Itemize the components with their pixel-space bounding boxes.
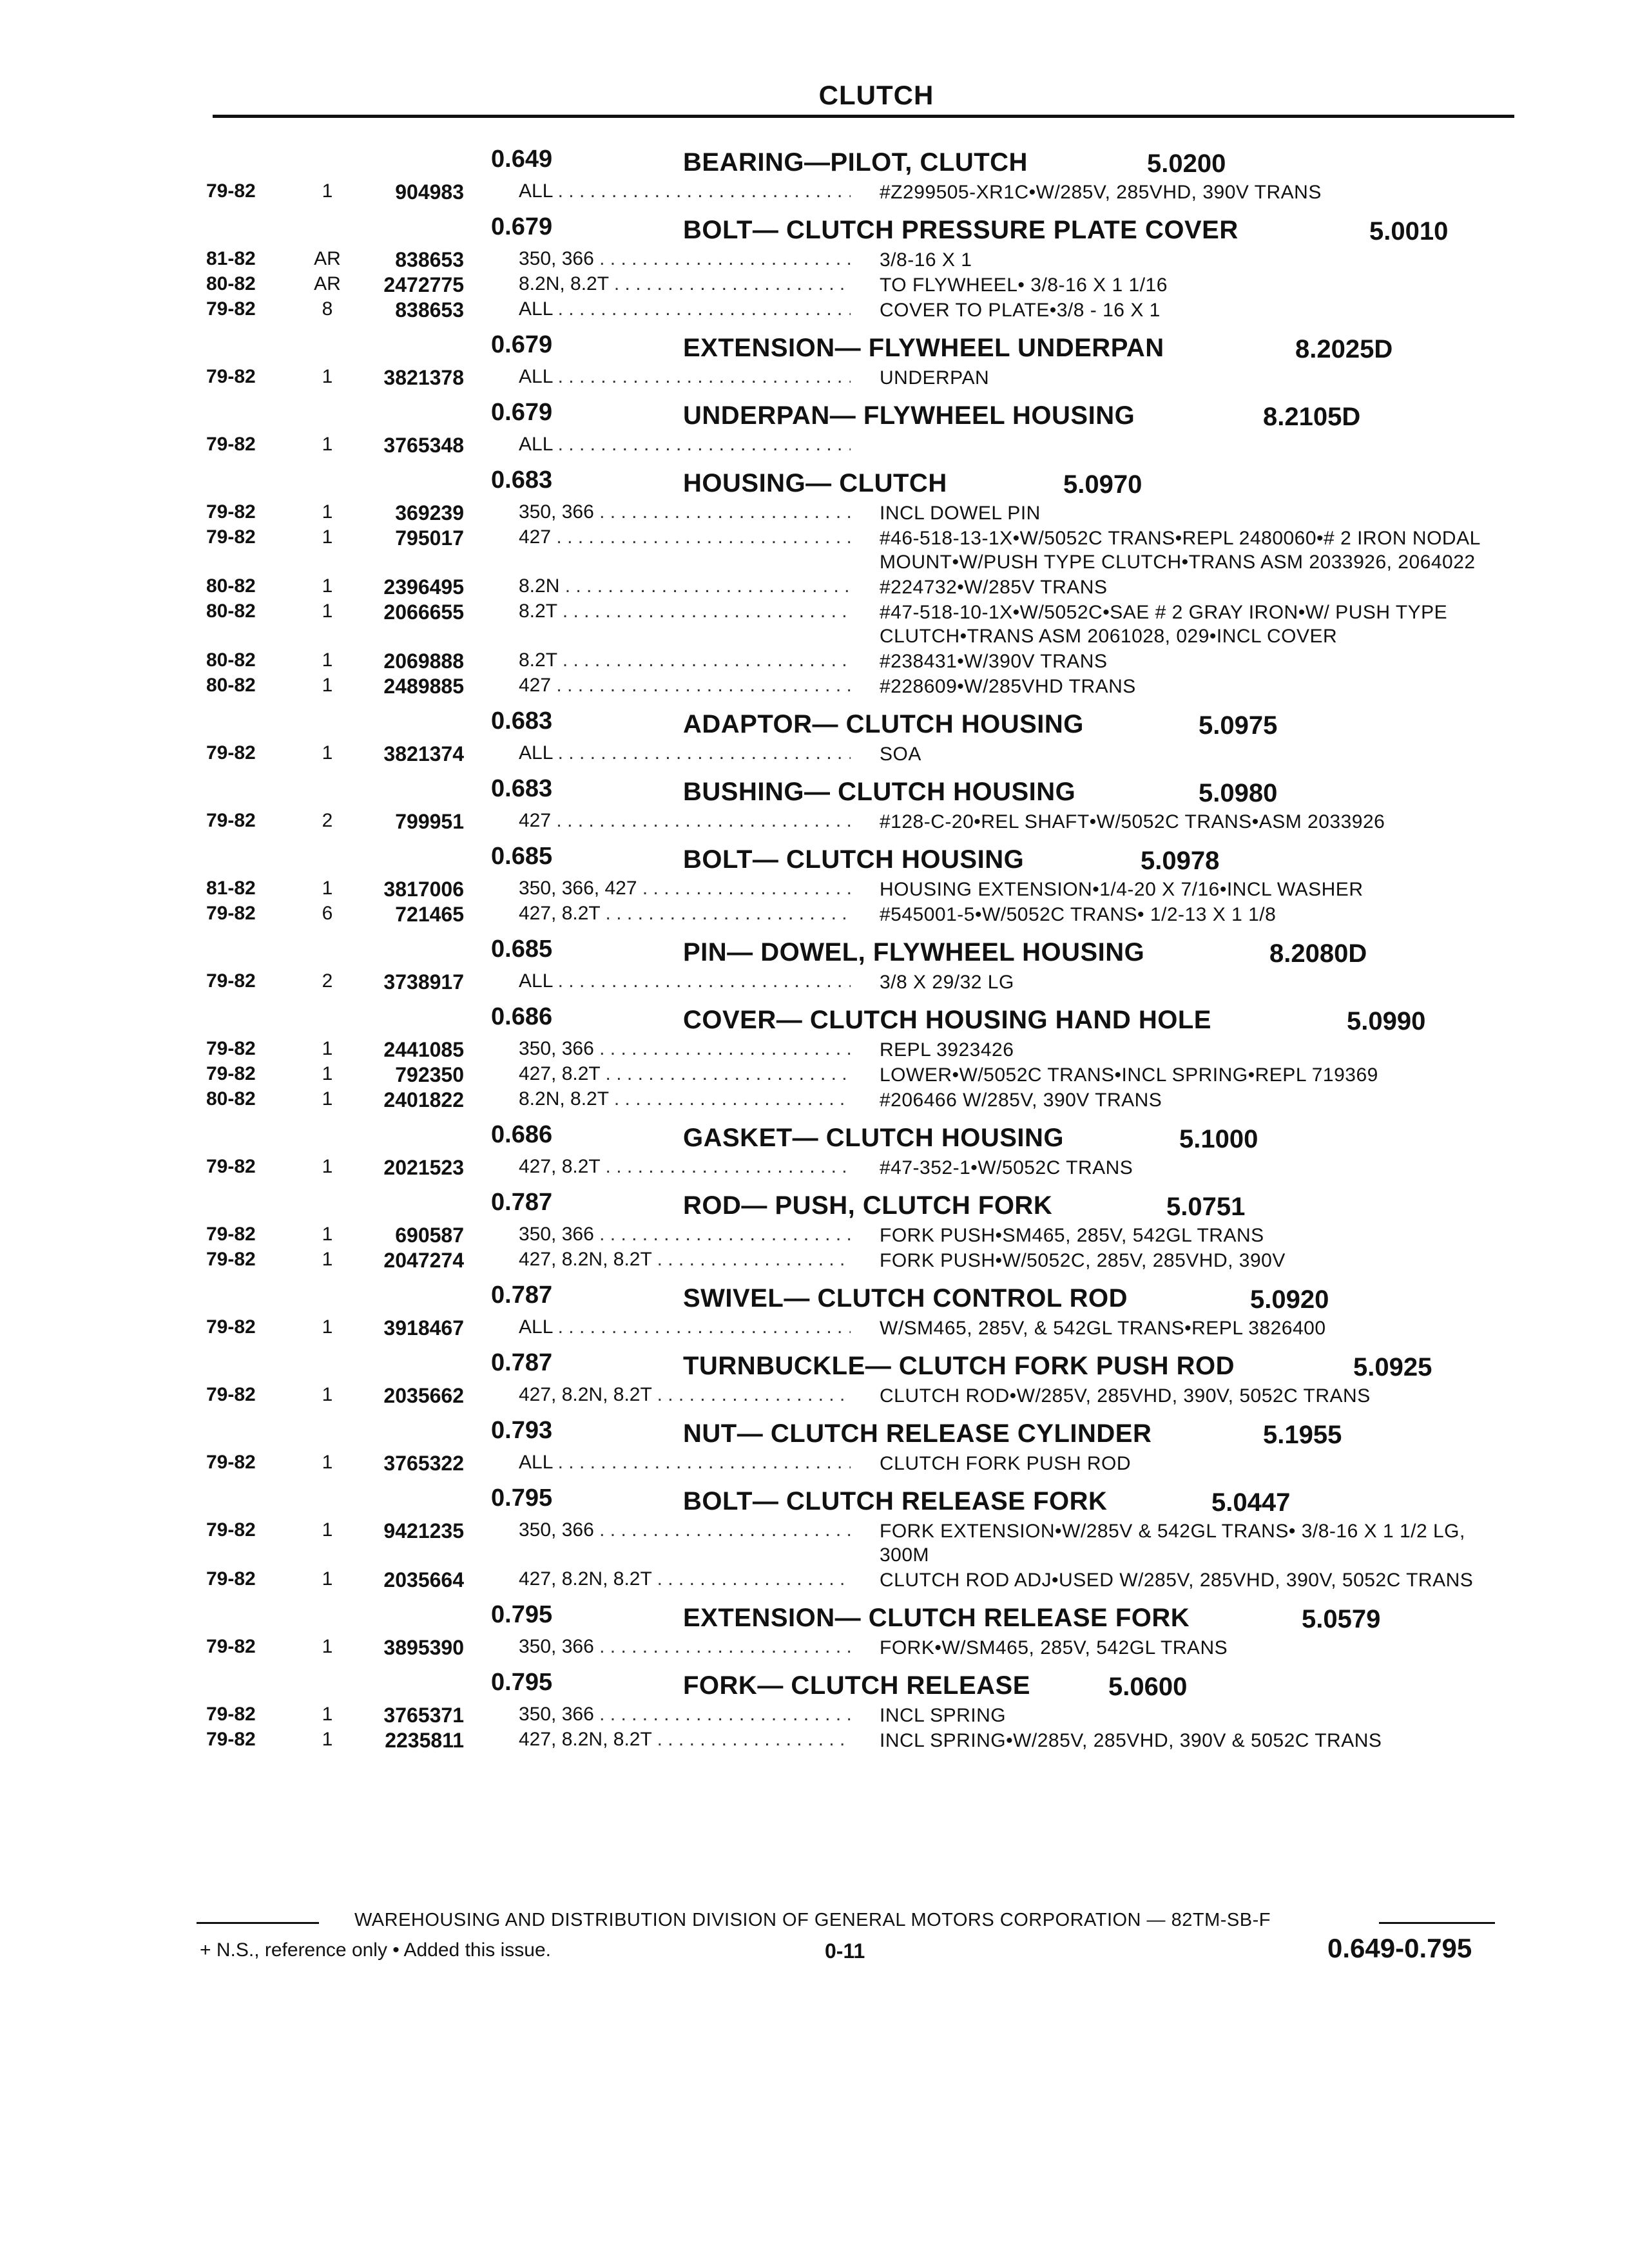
model-years: 79-82 [206,501,256,523]
quantity: 1 [322,1038,333,1059]
catalog-number: 5.0010 [1369,217,1449,245]
part-group [0,463,1629,700]
application: ALL . . . [519,434,851,456]
group-name: BOLT— CLUTCH PRESSURE PLATE COVER [683,216,1239,244]
part-description: TO FLYWHEEL• 3/8-16 X 1 1/16 [880,274,1168,296]
part-description: COVER TO PLATE•3/8 - 16 X 1 [880,300,1161,321]
group-header [0,1278,1629,1316]
part-description: INCL SPRING [880,1705,1007,1726]
application: 350, 366 . . . [519,1636,851,1658]
quantity: 1 [322,366,333,387]
quantity: 1 [322,742,333,764]
model-years: 80-82 [206,1088,256,1110]
quantity: AR [314,248,341,269]
catalog-number: 5.0990 [1347,1007,1426,1035]
part-description: SOA [880,744,921,765]
part-number: 3817006 [383,878,464,901]
part-group [0,1597,1629,1661]
group-header [0,1481,1629,1519]
model-years: 80-82 [206,649,256,671]
catalog-number: 5.0200 [1147,149,1226,178]
part-row [0,903,1629,928]
group-name: ADAPTOR— CLUTCH HOUSING [683,710,1084,738]
part-row [0,501,1629,526]
group-name: EXTENSION— FLYWHEEL UNDERPAN [683,334,1164,362]
group-number: 0.787 [491,1349,553,1376]
part-row [0,575,1629,601]
quantity: 1 [322,1452,333,1473]
part-number: 838653 [395,298,464,322]
part-number: 2069888 [383,649,464,673]
quantity: 1 [322,649,333,671]
part-description: REPL 3923426 [880,1039,1014,1061]
quantity: 1 [322,1704,333,1725]
parts-list [0,142,1629,1758]
part-row [0,1249,1629,1274]
part-description: INCL DOWEL PIN [880,503,1041,524]
application: ALL . . . [519,180,851,202]
part-row [0,1384,1629,1409]
application: 427 . . . [519,675,851,697]
part-row [0,742,1629,767]
part-row [0,970,1629,995]
application: 8.2T . . . [519,601,851,622]
model-years: 79-82 [206,1568,256,1590]
part-row [0,878,1629,903]
part-row [0,298,1629,323]
model-years: 79-82 [206,1063,256,1084]
group-name: BUSHING— CLUTCH HOUSING [683,778,1076,806]
group-number: 0.679 [491,331,553,358]
part-group [0,1117,1629,1181]
group-header [0,209,1629,248]
group-number: 0.683 [491,707,553,735]
part-description: #545001-5•W/5052C TRANS• 1/2-13 X 1 1/8 [880,904,1277,925]
group-name: COVER— CLUTCH HOUSING HAND HOLE [683,1006,1211,1034]
quantity: 6 [322,903,333,924]
quantity: 8 [322,298,333,320]
part-row [0,1729,1629,1754]
part-description: #238431•W/390V TRANS [880,651,1108,672]
part-number: 9421235 [383,1519,464,1542]
part-description: W/SM465, 285V, & 542GL TRANS•REPL 3826400 [880,1318,1326,1339]
part-group [0,1481,1629,1593]
group-number: 0.649 [491,146,553,173]
quantity: 1 [322,1568,333,1590]
group-name: BEARING—PILOT, CLUTCH [683,148,1028,177]
group-name: GASKET— CLUTCH HOUSING [683,1124,1064,1152]
part-group [0,142,1629,206]
part-number: 2047274 [383,1249,464,1272]
part-row [0,601,1629,649]
part-number: 2035662 [383,1384,464,1407]
page-title: CLUTCH [818,80,934,110]
quantity: 1 [322,434,333,455]
quantity: 1 [322,1063,333,1084]
part-description: CLUTCH FORK PUSH ROD [880,1453,1132,1474]
part-description: UNDERPAN [880,367,990,389]
group-number: 0.686 [491,1121,553,1148]
application: 8.2N, 8.2T . . . [519,273,851,295]
group-header [0,1597,1629,1636]
model-years: 79-82 [206,1038,256,1059]
application: 350, 366 . . . [519,248,851,270]
part-description: CLUTCH ROD•W/285V, 285VHD, 390V, 5052C TRANS [880,1385,1371,1407]
quantity: 1 [322,1249,333,1270]
part-group [0,771,1629,835]
part-group [0,327,1629,391]
model-years: 79-82 [206,1452,256,1473]
group-range: 0.649-0.795 [1327,1933,1472,1963]
application: 350, 366, 427 . . . [519,878,851,899]
quantity: 1 [322,1316,333,1338]
application: 350, 366 . . . [519,1038,851,1060]
part-number: 2396495 [383,575,464,599]
application: 427 . . . [519,810,851,832]
model-years: 79-82 [206,366,256,387]
model-years: 79-82 [206,526,256,548]
part-row [0,366,1629,391]
part-number: 690587 [395,1224,464,1247]
part-number: 3821378 [383,366,464,389]
group-name: PIN— DOWEL, FLYWHEEL HOUSING [683,938,1145,966]
part-description: FORK PUSH•W/5052C, 285V, 285VHD, 390V [880,1250,1286,1271]
quantity: 1 [322,1384,333,1405]
application: 350, 366 . . . [519,1224,851,1245]
part-description: FORK•W/SM465, 285V, 542GL TRANS [880,1637,1228,1658]
quantity: 1 [322,1519,333,1541]
group-header [0,1117,1629,1156]
part-row [0,1224,1629,1249]
part-number: 3765348 [383,434,464,457]
group-name: UNDERPAN— FLYWHEEL HOUSING [683,401,1135,430]
group-name: EXTENSION— CLUTCH RELEASE FORK [683,1604,1190,1632]
part-number: 2441085 [383,1038,464,1061]
part-row [0,434,1629,459]
model-years: 79-82 [206,1316,256,1338]
part-row [0,1063,1629,1088]
application: 427, 8.2T . . . [519,903,851,925]
part-number: 2066655 [383,601,464,624]
part-description: 3/8 X 29/32 LG [880,972,1014,993]
model-years: 79-82 [206,1249,256,1270]
part-row [0,649,1629,675]
part-group [0,839,1629,928]
part-row [0,1519,1629,1568]
part-group [0,1413,1629,1477]
model-years: 80-82 [206,675,256,696]
application: 350, 366 . . . [519,501,851,523]
quantity: 1 [322,601,333,622]
model-years: 79-82 [206,1224,256,1245]
part-number: 2472775 [383,273,464,296]
part-description: #128-C-20•REL SHAFT•W/5052C TRANS•ASM 2033926 [880,811,1385,832]
model-years: 79-82 [206,1156,256,1177]
application: 427, 8.2N, 8.2T . . . [519,1384,851,1406]
group-header [0,463,1629,501]
group-number: 0.787 [491,1189,553,1216]
part-number: 2021523 [383,1156,464,1179]
group-number: 0.686 [491,1003,553,1030]
part-number: 3765371 [383,1704,464,1727]
part-number: 721465 [395,903,464,926]
page-number: 0-11 [825,1939,865,1963]
model-years: 79-82 [206,970,256,992]
application: 427, 8.2T . . . [519,1063,851,1085]
part-group [0,1185,1629,1274]
catalog-number: 5.0978 [1141,847,1220,875]
application: 427, 8.2T . . . [519,1156,851,1178]
group-number: 0.795 [491,1485,553,1512]
model-years: 79-82 [206,1704,256,1725]
part-number: 369239 [395,501,464,524]
group-name: SWIVEL— CLUTCH CONTROL ROD [683,1284,1128,1312]
group-header [0,999,1629,1038]
part-group [0,704,1629,767]
model-years: 81-82 [206,248,256,269]
part-row [0,1704,1629,1729]
quantity: 1 [322,575,333,597]
catalog-number: 5.0751 [1166,1193,1246,1221]
group-number: 0.679 [491,399,553,426]
header-rule [213,115,1514,118]
group-header [0,771,1629,810]
part-number: 795017 [395,526,464,550]
part-row [0,810,1629,835]
model-years: 79-82 [206,434,256,455]
catalog-number: 8.2080D [1269,939,1367,968]
group-name: FORK— CLUTCH RELEASE [683,1671,1030,1700]
part-row [0,675,1629,700]
quantity: 1 [322,1224,333,1245]
part-row [0,1156,1629,1181]
part-row [0,273,1629,298]
model-years: 79-82 [206,298,256,320]
application: ALL . . . [519,366,851,388]
model-years: 79-82 [206,1636,256,1657]
part-number: 838653 [395,248,464,271]
quantity: 1 [322,501,333,523]
part-group [0,1665,1629,1754]
catalog-number: 5.0970 [1063,470,1142,499]
part-description: CLUTCH ROD ADJ•USED W/285V, 285VHD, 390V, 5052C TRANS [880,1570,1474,1591]
model-years: 79-82 [206,742,256,764]
group-header [0,932,1629,970]
part-number: 904983 [395,180,464,204]
part-row [0,1568,1629,1593]
catalog-number: 5.0980 [1199,779,1278,807]
part-number: 799951 [395,810,464,833]
part-row [0,248,1629,273]
part-group [0,1345,1629,1409]
application: ALL . . . [519,298,851,320]
quantity: 1 [322,675,333,696]
part-row [0,1038,1629,1063]
part-number: 3821374 [383,742,464,765]
group-header [0,1665,1629,1704]
catalog-number: 8.2025D [1295,335,1393,363]
quantity: 2 [322,970,333,992]
group-name: ROD— PUSH, CLUTCH FORK [683,1191,1053,1220]
group-number: 0.685 [491,936,553,963]
group-number: 0.795 [491,1601,553,1628]
group-header [0,1185,1629,1224]
catalog-number: 5.0975 [1199,711,1278,740]
application: 427, 8.2N, 8.2T . . . [519,1729,851,1751]
group-number: 0.683 [491,466,553,494]
part-description: HOUSING EXTENSION•1/4-20 X 7/16•INCL WASHER [880,879,1364,900]
quantity: 1 [322,1729,333,1750]
part-description: #47-518-10-1X•W/5052C•SAE # 2 GRAY IRON•W/ PUSH TYPE CLUTCH•TRANS ASM 2061028, 029•INCL COVER [880,602,1448,647]
group-number: 0.685 [491,843,553,870]
part-description: 3/8-16 X 1 [880,249,972,271]
group-header [0,395,1629,434]
catalog-number: 8.2105D [1263,403,1361,431]
part-number: 3895390 [383,1636,464,1659]
part-number: 2235811 [385,1729,464,1752]
group-number: 0.679 [491,213,553,240]
part-description [880,434,1498,459]
part-row [0,180,1629,206]
catalog-number: 5.0447 [1211,1488,1291,1517]
application: 8.2N . . . [519,575,851,597]
quantity: 1 [322,526,333,548]
part-row [0,1452,1629,1477]
group-name: BOLT— CLUTCH RELEASE FORK [683,1487,1108,1515]
quantity: 2 [322,810,333,831]
part-group [0,932,1629,995]
part-description: #228609•W/285VHD TRANS [880,676,1136,697]
footer-legend-note: + N.S., reference only • Added this issue. [200,1939,551,1961]
part-number: 3918467 [383,1316,464,1340]
group-header [0,327,1629,366]
model-years: 79-82 [206,180,256,202]
group-header [0,704,1629,742]
part-row [0,1316,1629,1341]
part-group [0,999,1629,1113]
application: 427 . . . [519,526,851,548]
group-header [0,142,1629,180]
part-description: #47-352-1•W/5052C TRANS [880,1157,1133,1178]
part-row [0,1636,1629,1661]
catalog-number: 5.1955 [1263,1421,1342,1449]
application: ALL . . . [519,742,851,764]
part-description: FORK PUSH•SM465, 285V, 542GL TRANS [880,1225,1264,1246]
group-header [0,1413,1629,1452]
application: ALL . . . [519,1452,851,1474]
application: 427, 8.2N, 8.2T . . . [519,1568,851,1590]
group-name: HOUSING— CLUTCH [683,469,947,497]
part-number: 3765322 [383,1452,464,1475]
part-description: INCL SPRING•W/285V, 285VHD, 390V & 5052C TRANS [880,1730,1382,1751]
part-number: 2401822 [383,1088,464,1111]
application: 350, 366 . . . [519,1704,851,1725]
application: 350, 366 . . . [519,1519,851,1541]
part-description: #224732•W/285V TRANS [880,577,1108,598]
group-number: 0.787 [491,1282,553,1309]
group-header [0,839,1629,878]
model-years: 80-82 [206,575,256,597]
application: 8.2T . . . [519,649,851,671]
group-number: 0.683 [491,775,553,802]
group-number: 0.793 [491,1417,553,1444]
part-description: #206466 W/285V, 390V TRANS [880,1090,1162,1111]
part-group [0,395,1629,459]
part-description: #Z299505-XR1C•W/285V, 285VHD, 390V TRANS [880,182,1322,203]
part-row [0,1088,1629,1113]
part-number: 2489885 [383,675,464,698]
part-row [0,526,1629,575]
quantity: 1 [322,1088,333,1110]
group-name: NUT— CLUTCH RELEASE CYLINDER [683,1419,1152,1448]
model-years: 80-82 [206,273,256,294]
group-number: 0.795 [491,1669,553,1696]
application: ALL . . . [519,970,851,992]
part-description: FORK EXTENSION•W/285V & 542GL TRANS• 3/8-16 X 1 1/2 LG, 300M [880,1521,1465,1566]
model-years: 79-82 [206,1729,256,1750]
application: 8.2N, 8.2T . . . [519,1088,851,1110]
quantity: 1 [322,180,333,202]
part-number: 2035664 [383,1568,464,1591]
model-years: 81-82 [206,878,256,899]
footer-rule-left [197,1922,319,1924]
part-description: #46-518-13-1X•W/5052C TRANS•REPL 2480060•# 2 IRON NODAL MOUNT•W/PUSH TYPE CLUTCH•TRANS ASM 2033926, 2064022 [880,528,1480,573]
part-description: LOWER•W/5052C TRANS•INCL SPRING•REPL 719369 [880,1064,1378,1086]
part-group [0,1278,1629,1341]
catalog-number: 5.0600 [1108,1673,1188,1701]
catalog-number: 5.0579 [1302,1605,1381,1633]
group-name: TURNBUCKLE— CLUTCH FORK PUSH ROD [683,1352,1235,1380]
model-years: 79-82 [206,903,256,924]
quantity: 1 [322,1156,333,1177]
footer-publisher: WAREHOUSING AND DISTRIBUTION DIVISION OF GENERAL MOTORS CORPORATION — 82TM-SB-F [354,1910,1271,1930]
catalog-number: 5.0920 [1250,1285,1329,1314]
model-years: 80-82 [206,601,256,622]
model-years: 79-82 [206,1384,256,1405]
footer-rule-right [1379,1922,1495,1924]
application: 427, 8.2N, 8.2T . . . [519,1249,851,1271]
application: ALL . . . [519,1316,851,1338]
group-name: BOLT— CLUTCH HOUSING [683,845,1025,874]
model-years: 79-82 [206,1519,256,1541]
part-number: 3738917 [383,970,464,994]
catalog-number: 5.0925 [1353,1353,1432,1381]
part-group [0,209,1629,323]
quantity: 1 [322,878,333,899]
quantity: AR [314,273,341,294]
part-number: 792350 [395,1063,464,1086]
model-years: 79-82 [206,810,256,831]
quantity: 1 [322,1636,333,1657]
group-header [0,1345,1629,1384]
catalog-number: 5.1000 [1179,1125,1258,1153]
